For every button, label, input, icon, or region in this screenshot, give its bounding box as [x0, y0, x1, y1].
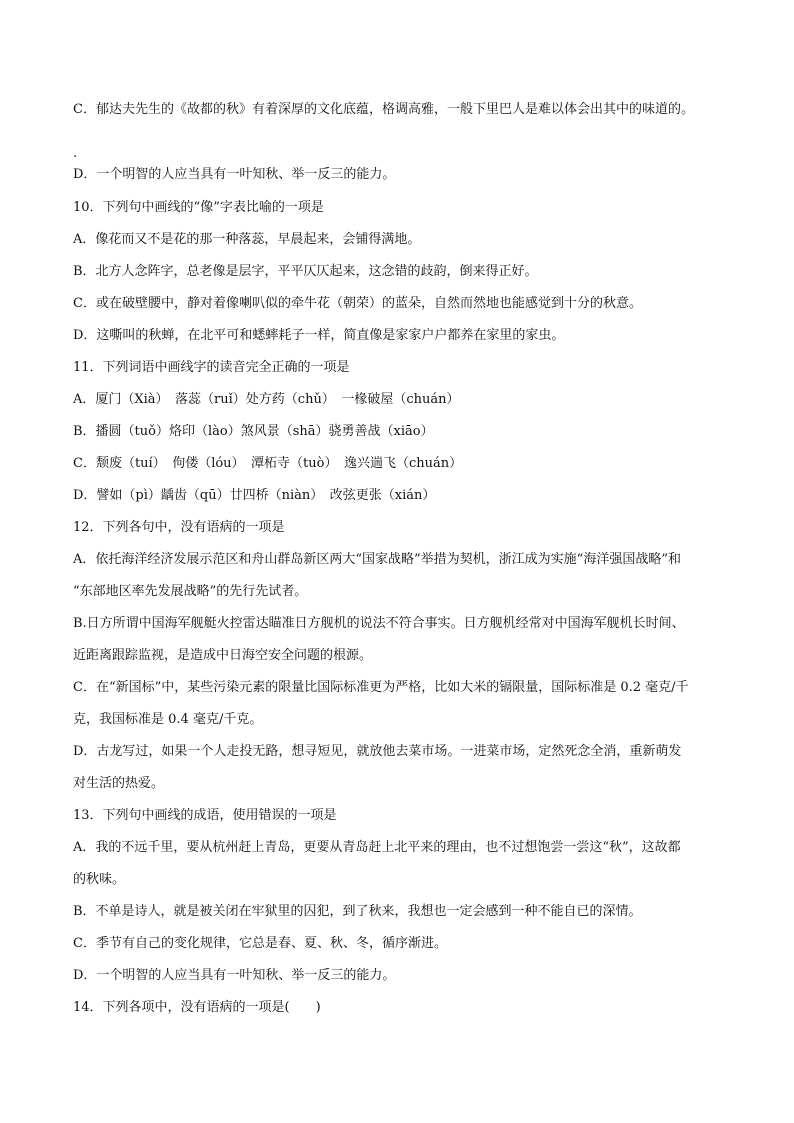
question-heading: 12．下列各句中，没有语病的一项是	[73, 520, 285, 535]
option-line: A．我的不远千里，要从杭州赶上青岛，更要从青岛赶上北平来的理由，也不过想饱尝一尝这“秋”，这故都	[73, 840, 681, 855]
text-line: D．一个明智的人应当具有一叶知秋、举一反三的能力。	[73, 167, 396, 182]
option-line: B．不单是诗人，就是被关闭在牢狱里的囚犯，到了秋来，我想也一定会感到一种不能自已的深情。	[73, 904, 642, 919]
text-line: C．郁达夫先生的《故都的秋》有着深厚的文化底蕴，格调高雅，一般下里巴人是难以体会出其中的味道的。	[73, 102, 694, 117]
option-line: A．依托海洋经济发展示范区和舟山群岛新区两大“国家战略”举措为契机，浙江成为实施“海洋强国战略”和	[73, 552, 681, 567]
option-line: 的秋味。	[73, 872, 126, 887]
text-line: .	[73, 146, 78, 161]
option-line: D．譬如（pì）龋齿（qū）廿四桥（niàn） 改弦更张（xián）	[73, 488, 436, 503]
option-line: 近距离跟踪监视，是造成中日海空安全问题的根源。	[73, 648, 373, 663]
option-line: B．北方人念阵字，总老像是层字，平平仄仄起来，这念错的歧韵，倒来得正好。	[73, 264, 538, 279]
question-heading: 13．下列句中画线的成语，使用错误的一项是	[73, 808, 337, 823]
option-line: D．这嘶叫的秋蝉，在北平可和蟋蟀耗子一样，简直像是家家户户都养在家里的家虫。	[73, 328, 565, 343]
option-line: C．颓废（tuí） 佝偻（lóu） 潭柘寺（tuò） 逸兴遄飞（chuán）	[73, 456, 463, 471]
option-line: C．或在破壁腰中，静对着像喇叭似的牵牛花（朝荣）的蓝朵，自然而然地也能感觉到十分的秋意。	[73, 296, 642, 311]
option-line: C．季节有自己的变化规律，它总是春、夏、秋、冬，循序渐进。	[73, 936, 447, 951]
option-line: A．像花而又不是花的那一种落蕊，早晨起来，会铺得满地。	[73, 232, 421, 247]
option-line: D．一个明智的人应当具有一叶知秋、举一反三的能力。	[73, 968, 396, 983]
option-line: B．播圆（tuǒ）烙印（lào）煞风景（shā）骁勇善战（xiāo）	[73, 424, 434, 439]
option-line: “东部地区率先发展战略”的先行先试者。	[73, 584, 308, 599]
question-heading: 11．下列词语中画线字的读音完全正确的一项是	[73, 360, 350, 375]
question-heading: 14．下列各项中，没有语病的一项是( )	[73, 1000, 321, 1015]
option-line: 克，我国标准是 0.4 毫克/千克。	[73, 712, 263, 727]
option-line: D．古龙写过，如果一个人走投无路，想寻短见，就放他去菜市场。一进菜市场，定然死念全消，重新萌发	[73, 744, 682, 759]
option-line: B.日方所谓中国海军舰艇火控雷达瞄准日方舰机的说法不符合事实。日方舰机经常对中国海军舰机长时间、	[73, 616, 685, 631]
option-line: A．厦门（Xià） 落蕊（ruǐ）处方药（chǔ） 一椽破屋（chuán）	[73, 392, 460, 407]
option-line: C．在“新国标”中，某些污染元素的限量比国际标准更为严格，比如大米的镉限量，国际标准是 0.2 毫克/千	[73, 680, 689, 695]
question-heading: 10．下列句中画线的“像”字表比喻的一项是	[73, 200, 324, 215]
option-line: 对生活的热爱。	[73, 776, 165, 791]
